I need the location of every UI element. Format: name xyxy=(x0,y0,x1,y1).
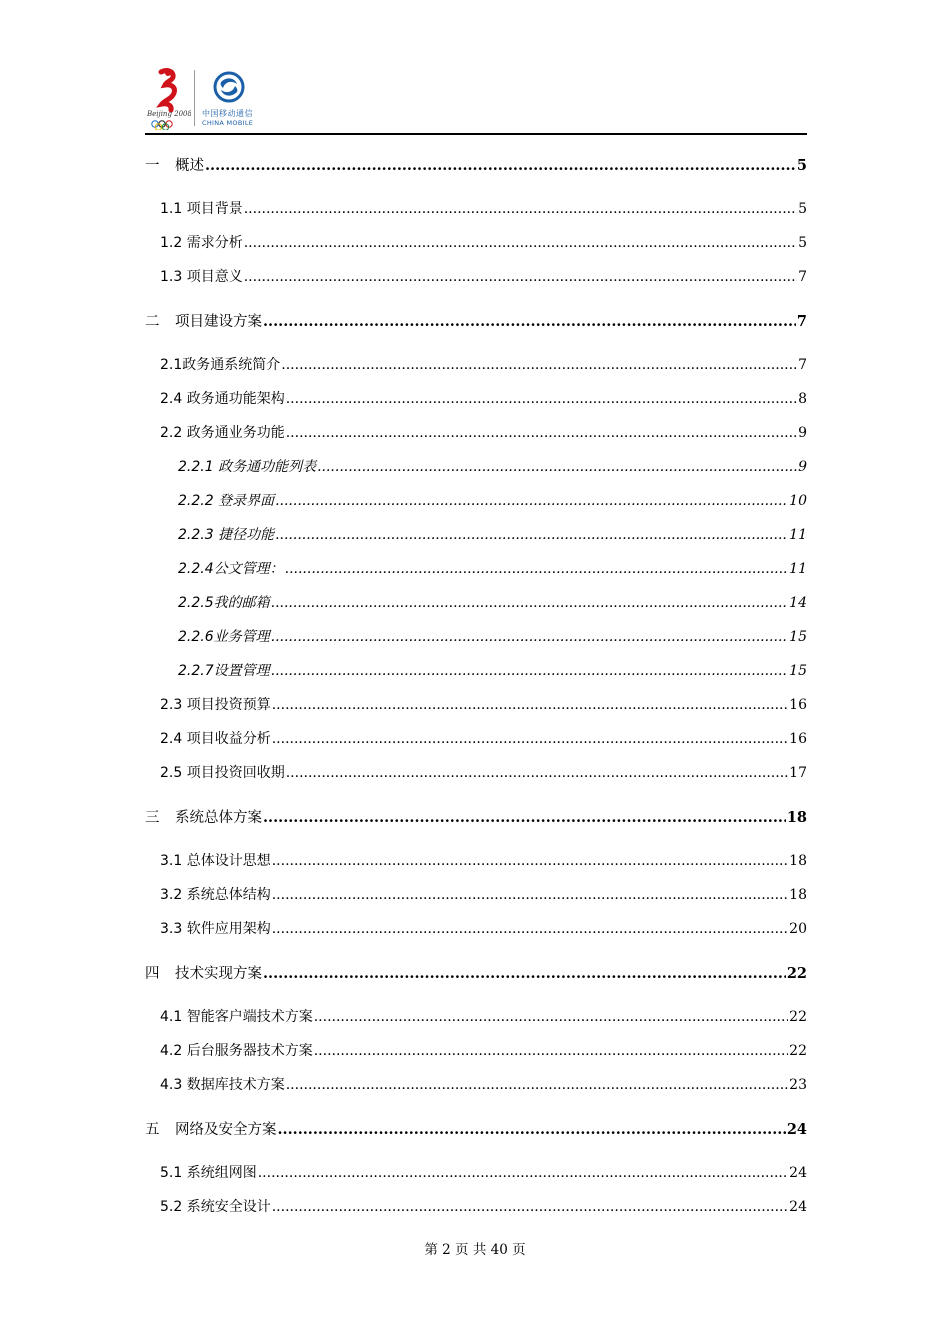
toc-entry[interactable] xyxy=(145,354,807,378)
toc-entry[interactable] xyxy=(145,524,807,548)
toc-entry-page: 18 xyxy=(789,887,807,903)
toc-entry-page: 9 xyxy=(798,459,807,475)
toc-entry[interactable] xyxy=(145,918,807,942)
toc-dot-leader xyxy=(285,561,789,577)
toc-dot-leader xyxy=(244,235,797,251)
toc-entry[interactable] xyxy=(145,884,807,908)
toc-entry[interactable] xyxy=(145,266,807,290)
toc-entry-title: 1.3 项目意义 xyxy=(160,269,243,285)
toc-dot-leader xyxy=(272,853,788,869)
toc-entry-title: 2.2 政务通业务功能 xyxy=(160,425,285,441)
toc-entry-title: 4.1 智能客户端技术方案 xyxy=(160,1009,313,1025)
toc-dot-leader xyxy=(263,313,796,330)
toc-dot-leader xyxy=(275,527,788,543)
toc-entry-page: 18 xyxy=(786,809,807,826)
toc-entry-page: 17 xyxy=(789,765,807,781)
toc-entry[interactable] xyxy=(145,198,807,222)
toc-entry-title: 2.4 项目收益分析 xyxy=(160,731,271,747)
toc-dot-leader xyxy=(272,731,788,747)
toc-entry-page: 14 xyxy=(789,595,807,611)
toc-entry-title: 3.2 系统总体结构 xyxy=(160,887,271,903)
toc-dot-leader xyxy=(286,425,797,441)
toc-entry[interactable] xyxy=(145,1074,807,1098)
toc-entry-title: 2.1政务通系统简介 xyxy=(160,357,281,373)
toc-entry[interactable] xyxy=(145,1196,807,1220)
toc-entry-page: 23 xyxy=(789,1077,807,1093)
toc-entry-page: 24 xyxy=(786,1121,807,1138)
toc-entry-page: 5 xyxy=(798,201,807,217)
toc-entry[interactable] xyxy=(145,232,807,256)
toc-entry-title: 2.2.3 捷径功能 xyxy=(178,527,275,543)
toc-entry[interactable] xyxy=(145,558,807,582)
toc-entry-title: 3.1 总体设计思想 xyxy=(160,853,271,869)
toc-entry-title: 5.2 系统安全设计 xyxy=(160,1199,271,1215)
toc-dot-leader xyxy=(263,965,786,982)
toc-dot-leader xyxy=(286,765,788,781)
toc-entry-page: 16 xyxy=(789,697,807,713)
toc-dot-leader xyxy=(244,201,797,217)
toc-dot-leader xyxy=(272,1199,788,1215)
toc-entry-title: 技术实现方案 xyxy=(175,966,262,982)
toc-dot-leader xyxy=(286,1077,788,1093)
toc-entry-title: 5.1 系统组网图 xyxy=(160,1165,257,1181)
toc-entry[interactable] xyxy=(145,310,807,334)
toc-entry[interactable] xyxy=(145,1040,807,1064)
toc-entry-page: 5 xyxy=(798,235,807,251)
toc-entry-page: 7 xyxy=(796,313,807,330)
toc-entry-page: 15 xyxy=(789,663,807,679)
china-mobile-name-cn: 中国移动通信 xyxy=(202,109,253,118)
toc-dot-leader xyxy=(275,493,788,509)
svg-text:Beijing 2008: Beijing 2008 xyxy=(147,110,191,118)
toc-entry-title: 系统总体方案 xyxy=(175,810,262,826)
toc-entry[interactable] xyxy=(145,962,807,986)
page-header xyxy=(145,64,807,134)
china-mobile-logo xyxy=(199,68,319,130)
toc-entry[interactable] xyxy=(145,850,807,874)
toc-entry[interactable] xyxy=(145,660,807,684)
toc-entry-title: 2.2.1 政务通功能列表 xyxy=(178,459,317,475)
toc-entry-page: 15 xyxy=(789,629,807,645)
toc-entry-page: 18 xyxy=(789,853,807,869)
toc-entry[interactable] xyxy=(145,806,807,830)
toc-entry[interactable] xyxy=(145,456,807,480)
toc-dot-leader xyxy=(317,459,797,475)
toc-entry-page: 8 xyxy=(798,391,807,407)
toc-entry-page: 22 xyxy=(789,1043,807,1059)
toc-entry-page: 10 xyxy=(789,493,807,509)
toc-entry-title: 2.2.4公文管理： xyxy=(178,561,284,577)
toc-entry-title: 2.5 项目投资回收期 xyxy=(160,765,285,781)
toc-entry-page: 22 xyxy=(789,1009,807,1025)
toc-entry-title: 4.2 后台服务器技术方案 xyxy=(160,1043,313,1059)
toc-entry-title: 2.2.2 登录界面 xyxy=(178,493,275,509)
toc-entry-page: 7 xyxy=(798,357,807,373)
toc-entry-page: 22 xyxy=(786,965,807,982)
toc-dot-leader xyxy=(286,391,797,407)
toc-entry-number: 三 xyxy=(145,810,160,826)
toc-entry-page: 5 xyxy=(796,157,807,174)
toc-entry-page: 9 xyxy=(798,425,807,441)
toc-entry-title: 网络及安全方案 xyxy=(175,1122,277,1138)
toc-entry[interactable] xyxy=(145,388,807,412)
toc-entry-page: 20 xyxy=(789,921,807,937)
toc-dot-leader xyxy=(281,357,797,373)
toc-dot-leader xyxy=(278,1121,786,1138)
toc-entry-number: 二 xyxy=(145,314,160,330)
toc-entry[interactable] xyxy=(145,694,807,718)
toc-entry-title: 2.2.5我的邮箱 xyxy=(178,595,270,611)
toc-entry-title: 项目建设方案 xyxy=(175,314,262,330)
toc-entry[interactable] xyxy=(145,490,807,514)
toc-entry-page: 16 xyxy=(789,731,807,747)
toc-dot-leader xyxy=(244,269,797,285)
toc-entry-page: 11 xyxy=(789,527,807,543)
toc-dot-leader xyxy=(205,157,796,174)
toc-entry-title: 概述 xyxy=(175,158,204,174)
toc-entry-title: 1.2 需求分析 xyxy=(160,235,243,251)
toc-entry[interactable] xyxy=(145,626,807,650)
china-mobile-name-en: CHINA MOBILE xyxy=(202,119,254,127)
toc-entry-page: 7 xyxy=(798,269,807,285)
toc-dot-leader xyxy=(314,1009,788,1025)
toc-dot-leader xyxy=(314,1043,788,1059)
toc-entry-title: 2.3 项目投资预算 xyxy=(160,697,271,713)
toc-dot-leader xyxy=(272,887,788,903)
toc-entry-number: 四 xyxy=(145,966,160,982)
toc-dot-leader xyxy=(258,1165,788,1181)
toc-entry-page: 24 xyxy=(789,1165,807,1181)
toc-dot-leader xyxy=(271,595,789,611)
toc-entry-title: 2.2.7设置管理 xyxy=(178,663,270,679)
toc-entry[interactable] xyxy=(145,1162,807,1186)
toc-dot-leader xyxy=(272,697,788,713)
toc-entry[interactable] xyxy=(145,762,807,786)
logo-divider xyxy=(194,70,195,126)
toc-entry[interactable] xyxy=(145,1118,807,1142)
toc-entry-title: 2.4 政务通功能架构 xyxy=(160,391,285,407)
toc-entry-number: 五 xyxy=(145,1122,160,1138)
header-rule xyxy=(145,133,807,135)
toc-entry[interactable] xyxy=(145,154,807,178)
toc-entry-title: 1.1 项目背景 xyxy=(160,201,243,217)
toc-entry-title: 4.3 数据库技术方案 xyxy=(160,1077,285,1093)
toc-dot-leader xyxy=(272,921,788,937)
toc-entry[interactable] xyxy=(145,728,807,752)
toc-entry[interactable] xyxy=(145,592,807,616)
china-mobile-emblem-icon xyxy=(213,70,245,104)
toc-entry-title: 3.3 软件应用架构 xyxy=(160,921,271,937)
toc-entry-title: 2.2.6业务管理 xyxy=(178,629,270,645)
page-footer: 第 2 页 共 40 页 xyxy=(424,1242,526,1258)
toc-dot-leader xyxy=(271,663,789,679)
toc-entry-number: 一 xyxy=(145,158,160,174)
toc-entry[interactable] xyxy=(145,1006,807,1030)
toc-dot-leader xyxy=(263,809,786,826)
toc-entry-page: 24 xyxy=(789,1199,807,1215)
toc-entry[interactable] xyxy=(145,422,807,446)
beijing-2008-olympic-logo xyxy=(145,68,191,130)
toc-entry-page: 11 xyxy=(789,561,807,577)
toc-dot-leader xyxy=(271,629,789,645)
